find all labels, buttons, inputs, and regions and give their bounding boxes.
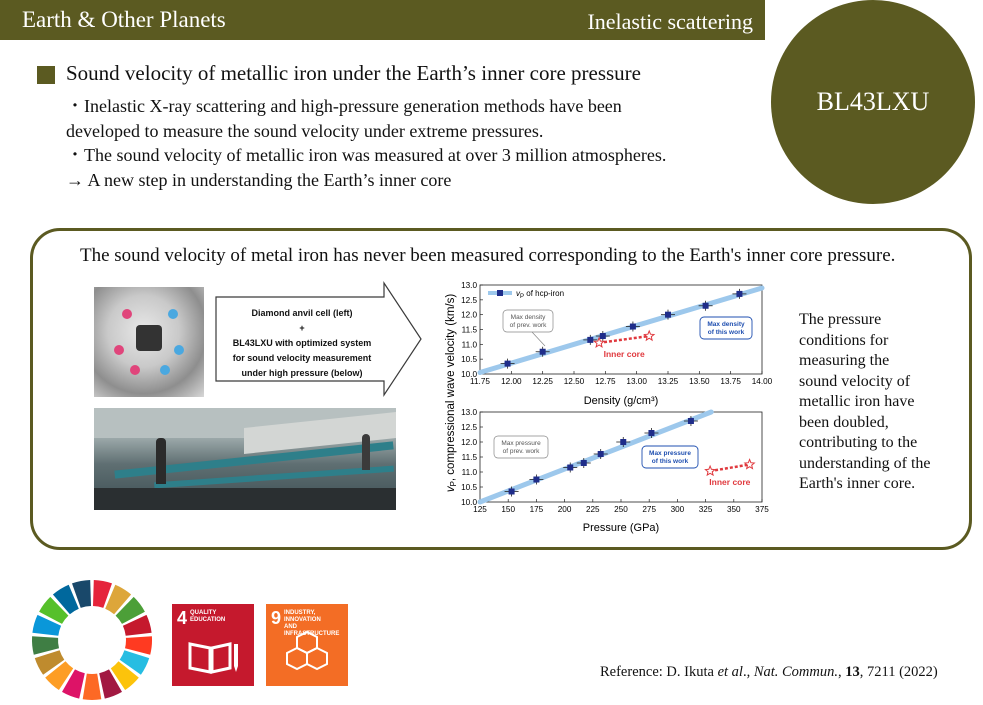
sdg-goal-9-tile bbox=[266, 604, 348, 686]
panel-statement: The sound velocity of metal iron has never been measured corresponding to the Earth's inner core pressure. bbox=[80, 245, 896, 266]
callout-text: of prev. work bbox=[509, 322, 547, 329]
callout-text: of prev. work bbox=[502, 448, 540, 455]
pressure-x-tick-label: 125 bbox=[473, 505, 487, 514]
callout-prev-pressure bbox=[494, 436, 548, 458]
callout-this-density bbox=[700, 317, 752, 339]
y-label-v: v bbox=[445, 486, 457, 493]
section-heading: Sound velocity of metallic iron under the Earth’s inner core pressure bbox=[66, 61, 641, 85]
reference-sep: , bbox=[838, 664, 846, 680]
sdg-label-line: EDUCATION bbox=[190, 617, 226, 623]
pressure-x-tick-label: 375 bbox=[755, 505, 769, 514]
intro-line: developed to measure the sound velocity under extreme pressures. bbox=[66, 120, 544, 141]
pressure-x-tick-label: 325 bbox=[698, 505, 713, 514]
conclusion-line: understanding of the bbox=[799, 454, 931, 472]
density-y-tick-label: 12.5 bbox=[461, 295, 477, 305]
reference-journal: Nat. Commun. bbox=[753, 664, 839, 680]
density-data-point bbox=[540, 349, 546, 355]
sdg-label-line: QUALITY bbox=[190, 610, 217, 616]
pressure-x-tick-label: 350 bbox=[726, 505, 741, 514]
velocity-chart bbox=[432, 278, 772, 540]
pressure-data-point bbox=[509, 489, 515, 495]
pressure-data-point bbox=[533, 477, 539, 483]
density-x-tick-label: 14.00 bbox=[751, 377, 772, 386]
conclusion-line: The pressure bbox=[799, 311, 882, 328]
pressure-y-tick-label: 13.0 bbox=[461, 408, 477, 417]
book-icon bbox=[172, 604, 254, 686]
header-title: Earth & Other Planets bbox=[22, 7, 226, 32]
sdg-wheel-icon bbox=[30, 578, 154, 702]
density-x-tick-label: 12.25 bbox=[532, 377, 553, 386]
conclusion-line: conditions for bbox=[799, 331, 889, 349]
conclusion-line: Earth's inner core. bbox=[799, 475, 916, 492]
conclusion-text bbox=[799, 310, 959, 495]
pressure-data-point bbox=[581, 460, 587, 466]
reference bbox=[600, 664, 938, 681]
conclusion-line: contributing to the bbox=[799, 434, 918, 451]
density-x-tick-label: 11.75 bbox=[470, 377, 490, 386]
density-data-point bbox=[736, 291, 742, 297]
arrow-line: Diamond anvil cell (left) bbox=[251, 308, 353, 318]
sdg-wheel-segment bbox=[83, 674, 102, 700]
header-bar bbox=[0, 0, 765, 40]
pressure-x-tick-label: 275 bbox=[642, 505, 657, 514]
density-data-point bbox=[665, 312, 671, 318]
density-x-tick-label: 12.50 bbox=[563, 377, 585, 386]
intro-line: → A new step in understanding the Earth’s inner core bbox=[66, 169, 452, 190]
density-data-point bbox=[703, 303, 709, 309]
bullet-square-icon bbox=[37, 66, 55, 84]
y-label-rest: , compressional wave velocity (km/s) bbox=[445, 293, 457, 482]
density-data-point bbox=[600, 333, 606, 339]
arrow-line: + bbox=[299, 323, 305, 333]
pressure-y-tick-label: 12.5 bbox=[461, 423, 477, 432]
density-x-tick-label: 13.00 bbox=[626, 377, 647, 386]
pressure-inner-core-label: Inner core bbox=[709, 477, 751, 488]
pressure-x-tick-label: 250 bbox=[614, 505, 628, 514]
density-y-tick-label: 13.0 bbox=[461, 281, 477, 290]
callout-text: Max density bbox=[510, 314, 546, 321]
x-axis-label-top: Density (g/cm³) bbox=[583, 395, 659, 407]
pressure-x-tick-label: 300 bbox=[670, 505, 685, 514]
density-y-tick-label: 11.0 bbox=[461, 340, 477, 350]
arrow-line: under high pressure (below) bbox=[241, 368, 363, 378]
header-topic: Inelastic scattering bbox=[587, 9, 753, 34]
sdg-label-line: INDUSTRY, INNOVATION bbox=[284, 610, 321, 623]
callout-this-pressure bbox=[642, 446, 698, 468]
pressure-x-tick-label: 225 bbox=[585, 505, 600, 514]
density-x-tick-label: 13.75 bbox=[720, 377, 741, 386]
diamond-anvil-cell-photo bbox=[94, 287, 204, 397]
reference-rest: , 7211 (2022) bbox=[859, 664, 938, 680]
x-axis-label-bottom: Pressure (GPa) bbox=[582, 522, 660, 534]
density-data-point bbox=[587, 337, 593, 343]
density-x-tick-label: 13.25 bbox=[657, 377, 679, 386]
y-axis-label bbox=[445, 294, 458, 493]
density-y-tick-label: 10.0 bbox=[461, 370, 477, 379]
legend-label: $v_P$ of hcp-iron bbox=[516, 289, 565, 300]
conclusion-line: metallic iron have bbox=[799, 393, 915, 410]
pressure-x-tick-label: 175 bbox=[529, 505, 544, 514]
legend-marker bbox=[497, 290, 503, 296]
pressure-x-tick-label: 200 bbox=[557, 505, 572, 514]
density-y-tick-label: 10.5 bbox=[461, 355, 477, 365]
arrow-line: for sound velocity measurement bbox=[232, 353, 372, 363]
pressure-data-point bbox=[620, 439, 626, 445]
callout-text: of this work bbox=[651, 458, 689, 465]
density-inner-core-label: Inner core bbox=[603, 348, 645, 359]
callout-text: Max pressure bbox=[649, 450, 691, 457]
callout-text: of this work bbox=[707, 329, 745, 336]
beamline-badge: BL43LXU bbox=[771, 0, 975, 204]
density-x-tick-label: 13.50 bbox=[689, 377, 710, 386]
sdg-goal-4-tile bbox=[172, 604, 254, 686]
density-x-tick-label: 12.75 bbox=[595, 377, 616, 386]
conclusion-line: been doubled, bbox=[799, 413, 889, 431]
beamline-hall-photo bbox=[94, 408, 396, 510]
intro-text bbox=[66, 94, 666, 192]
arrow-line: BL43LXU with optimized system bbox=[232, 338, 372, 348]
pressure-y-tick-label: 10.5 bbox=[461, 483, 477, 492]
density-y-tick-label: 11.5 bbox=[461, 325, 477, 335]
sdg-goal-number: 9 bbox=[271, 608, 282, 628]
pressure-y-tick-label: 11.0 bbox=[461, 468, 477, 477]
callout-text: Max pressure bbox=[501, 440, 541, 447]
reference-mid: ., bbox=[742, 664, 754, 680]
pressure-y-tick-label: 10.0 bbox=[461, 498, 477, 507]
cubes-icon bbox=[266, 604, 348, 686]
intro-line: ・The sound velocity of metallic iron was measured at over 3 million atmospheres. bbox=[66, 145, 667, 165]
pressure-data-point bbox=[688, 418, 694, 424]
y-label-sub: P bbox=[449, 481, 458, 487]
conclusion-line: measuring the bbox=[799, 352, 890, 369]
pressure-data-point bbox=[598, 451, 604, 457]
sdg-label-line: AND INFRASTRUCTURE bbox=[284, 624, 340, 637]
sdg-goal-number: 4 bbox=[177, 608, 188, 628]
conclusion-line: sound velocity of bbox=[799, 372, 911, 390]
density-y-tick-label: 12.0 bbox=[461, 310, 477, 320]
pressure-y-tick-label: 11.5 bbox=[461, 453, 477, 462]
reference-volume: 13 bbox=[845, 664, 860, 680]
pressure-data-point bbox=[648, 430, 654, 436]
reference-prefix: Reference: D. Ikuta bbox=[600, 664, 718, 680]
pressure-data-point bbox=[567, 465, 573, 471]
reference-etal: et al bbox=[717, 664, 743, 680]
pressure-x-tick-label: 150 bbox=[501, 505, 516, 514]
intro-line: ・Inelastic X-ray scattering and high-pressure generation methods have been bbox=[66, 96, 622, 116]
density-x-tick-label: 12.00 bbox=[501, 377, 522, 386]
density-data-point bbox=[505, 361, 511, 367]
density-data-point bbox=[630, 324, 636, 330]
arrow-caption bbox=[222, 306, 382, 381]
pressure-y-tick-label: 12.0 bbox=[461, 438, 477, 447]
callout-text: Max density bbox=[707, 321, 745, 328]
